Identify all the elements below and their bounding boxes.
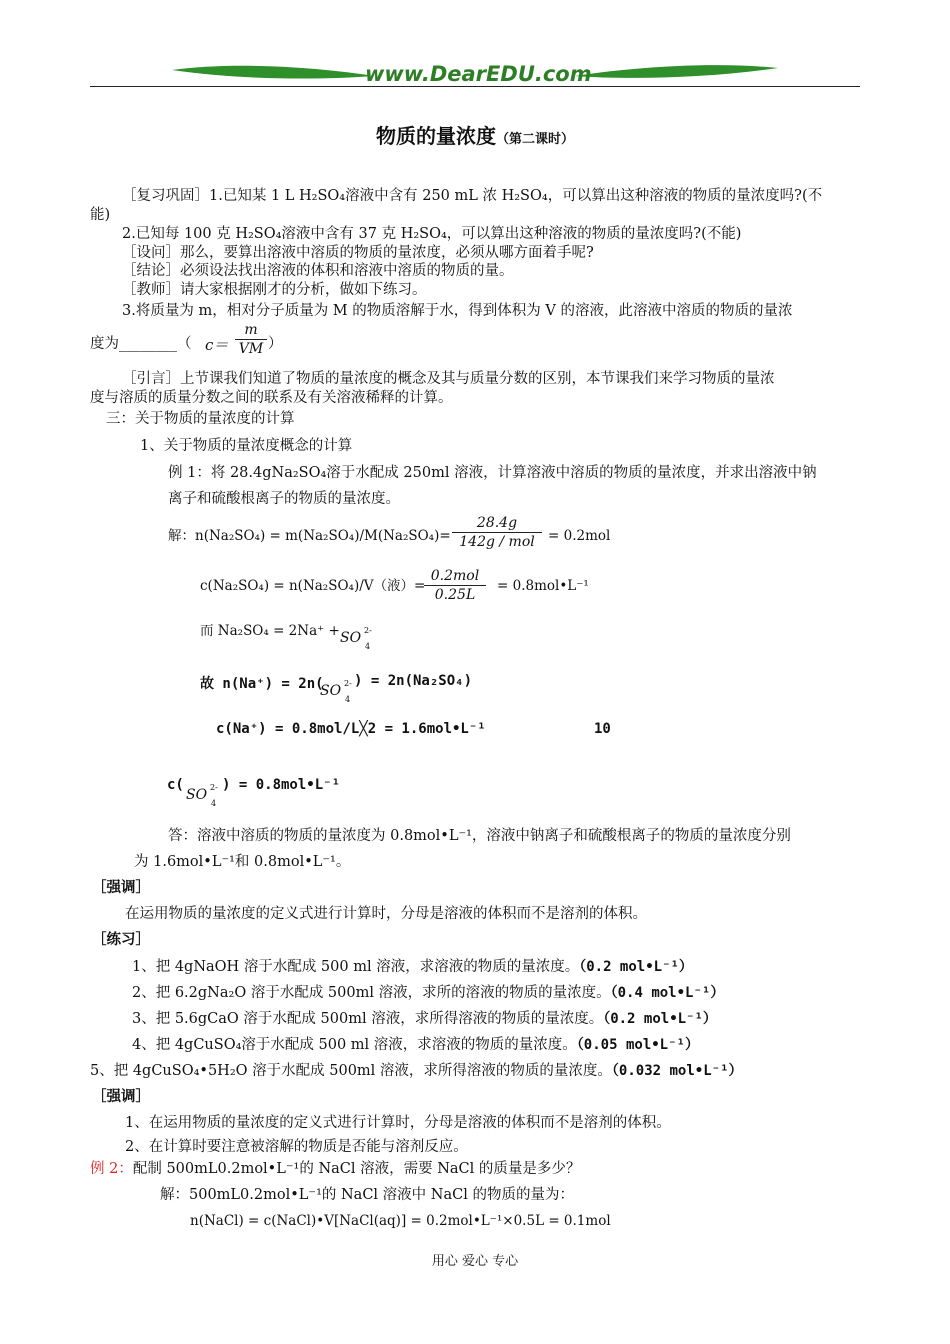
sulfate-charge: 2- <box>210 783 218 792</box>
intro-line-2: 能) <box>90 207 111 223</box>
sulfate-symbol: SO <box>186 787 208 803</box>
example1-question-2: 离子和硫酸根离子的物质的量浓度。 <box>168 491 400 507</box>
solution-step-3: 而 Na₂SO₄ = 2Na⁺ + <box>200 623 340 639</box>
subsection-heading: 1、关于物质的量浓度概念的计算 <box>140 438 353 454</box>
page-footer: 用心 爱心 专心 <box>431 1254 519 1269</box>
section-heading: 三：关于物质的量浓度的计算 <box>106 411 295 427</box>
title-main: 物质的量浓度 <box>375 124 496 148</box>
solution-step-1: 解：n(Na₂SO₄) = m(Na₂SO₄)/M(Na₂SO₄)= <box>168 528 451 544</box>
sulfate-symbol: SO <box>340 630 362 646</box>
step1-denominator: 142g / mol <box>459 534 535 550</box>
practice-item: 2、把 6.2gNa₂O 溶于水配成 500ml 溶液，求所的溶液的物质的量浓度。（0.4 mol•L⁻¹） <box>132 985 725 1001</box>
solution-step-5-number: 10 <box>594 721 611 737</box>
solution-step-4-prefix: 故 n(Na⁺) = 2n( <box>200 676 324 692</box>
header-rule <box>90 86 860 87</box>
answer-line-2: 为 1.6mol•L⁻¹和 0.8mol•L⁻¹。 <box>134 854 351 870</box>
practice-item: 5、把 4gCuSO₄•5H₂O 溶于水配成 500ml 溶液，求所得溶液的物质的量浓度。（0.032 mol•L⁻¹） <box>90 1063 743 1079</box>
solution-step-5: c(Na⁺) = 0.8mol/L╳2 = 1.6mol•L⁻¹ <box>216 721 486 737</box>
site-name: www.DearEDU.com <box>365 62 592 86</box>
sulfate-ion <box>320 679 352 704</box>
intro-line-6: ［教师］请大家根据刚才的分析，做如下练习。 <box>122 282 427 298</box>
title-sub: （第二课时） <box>495 132 574 147</box>
formula-fraction <box>235 322 267 357</box>
sulfate-index: 4 <box>211 799 217 808</box>
example1-question-1: 例 1：将 28.4gNa₂SO₄溶于水配成 250ml 溶液，计算溶液中溶质的物质的量浓度，并求出溶液中钠 <box>168 465 817 481</box>
page-title <box>0 120 950 149</box>
fraction-bar <box>235 339 267 340</box>
sulfate-index: 4 <box>365 642 371 651</box>
sulfate-charge: 2- <box>344 679 352 688</box>
emphasis-text: 在运用物质的量浓度的定义式进行计算时，分母是溶液的体积而不是溶剂的体积。 <box>125 906 647 922</box>
step2-fraction <box>424 568 486 603</box>
practice-item: 4、把 4gCuSO₄溶于水配成 500 ml 溶液，求溶液的物质的量浓度。（0.05 mol•L⁻¹） <box>132 1037 699 1053</box>
fraction-bar <box>424 585 486 586</box>
example2-solution-1: 解：500mL0.2mol•L⁻¹的 NaCl 溶液中 NaCl 的物质的量为： <box>160 1187 574 1203</box>
example2-question: 例 2：配制 500mL0.2mol•L⁻¹的 NaCl 溶液，需要 NaCl 的质量是多少？ <box>90 1161 581 1177</box>
practice-tag: ［练习］ <box>92 931 150 948</box>
intro-line-4: ［设问］那么，要算出溶液中溶质的物质的量浓度，必须从哪方面着手呢? <box>122 245 594 261</box>
step1-result: = 0.2mol <box>548 528 611 544</box>
sulfate-ion <box>340 626 372 651</box>
step2-result: = 0.8mol•L⁻¹ <box>497 578 589 594</box>
fraction-bar <box>452 532 542 533</box>
intro-line-8-suffix: ） <box>268 336 283 352</box>
example2-label: 例 2： <box>90 1161 133 1177</box>
step1-numerator: 28.4g <box>476 515 518 531</box>
formula-denominator: VM <box>238 341 264 357</box>
sulfate-index: 4 <box>345 695 351 704</box>
intro-line-5: ［结论］必须设法找出溶液的体积和溶液中溶质的物质的量。 <box>122 263 514 279</box>
solution-step-2: c(Na₂SO₄) = n(Na₂SO₄)/V（液）= <box>200 578 426 594</box>
practice-item: 3、把 5.6gCaO 溶于水配成 500ml 溶液，求所得溶液的物质的量浓度。（0.2 mol•L⁻¹） <box>132 1011 717 1027</box>
intro-line-9: ［引言］上节课我们知道了物质的量浓度的概念及其与质量分数的区别，本节课我们来学习物质的量浓 <box>122 371 775 387</box>
emphasis-tag: ［强调］ <box>92 1088 150 1105</box>
intro-line-10: 度与溶质的质量分数之间的联系及有关溶液稀释的计算。 <box>90 390 453 406</box>
emphasis-tag: ［强调］ <box>92 879 150 896</box>
intro-line-7: 3.将质量为 m，相对分子质量为 M 的物质溶解于水，得到体积为 V 的溶液，此溶液中溶质的物质的量浓 <box>122 303 793 319</box>
step1-fraction <box>452 515 542 550</box>
sulfate-ion <box>186 783 218 808</box>
practice-item: 1、把 4gNaOH 溶于水配成 500 ml 溶液，求溶液的物质的量浓度。（0.2 mol•L⁻¹） <box>132 959 693 975</box>
answer-line-1: 答：溶液中溶质的物质的量浓度为 0.8mol•L⁻¹，溶液中钠离子和硫酸根离子的物质的量浓度分别 <box>168 828 791 844</box>
solution-step-6-prefix: c( <box>167 777 184 793</box>
emphasis-item-1: 1、在运用物质的量浓度的定义式进行计算时，分母是溶液的体积而不是溶剂的体积。 <box>125 1115 671 1131</box>
solution-step-4-suffix: ) = 2n(Na₂SO₄) <box>354 673 473 689</box>
intro-line-8-prefix: 度为________（ <box>90 336 192 352</box>
solution-step-6-suffix: ) = 0.8mol•L⁻¹ <box>222 777 341 793</box>
example2-solution-2: n(NaCl) = c(NaCl)•V[NaCl(aq)] = 0.2mol•L⁻¹×0.5L = 0.1mol <box>190 1213 611 1229</box>
intro-line-1: ［复习巩固］1.已知某 1 L H₂SO₄溶液中含有 250 mL 浓 H₂SO₄，可以算出这种溶液的物质的量浓度吗?(不 <box>122 188 823 204</box>
formula-c-equals: c＝ <box>205 336 229 354</box>
step2-numerator: 0.2mol <box>430 568 480 584</box>
sulfate-charge: 2- <box>364 626 372 635</box>
sulfate-symbol: SO <box>320 683 342 699</box>
emphasis-item-2: 2、在计算时要注意被溶解的物质是否能与溶剂反应。 <box>125 1139 468 1155</box>
intro-line-3: 2.已知每 100 克 H₂SO₄溶液中含有 37 克 H₂SO₄，可以算出这种溶液的物质的量浓度吗?(不能) <box>122 226 742 242</box>
step2-denominator: 0.25L <box>434 587 476 603</box>
formula-numerator: m <box>244 322 258 338</box>
